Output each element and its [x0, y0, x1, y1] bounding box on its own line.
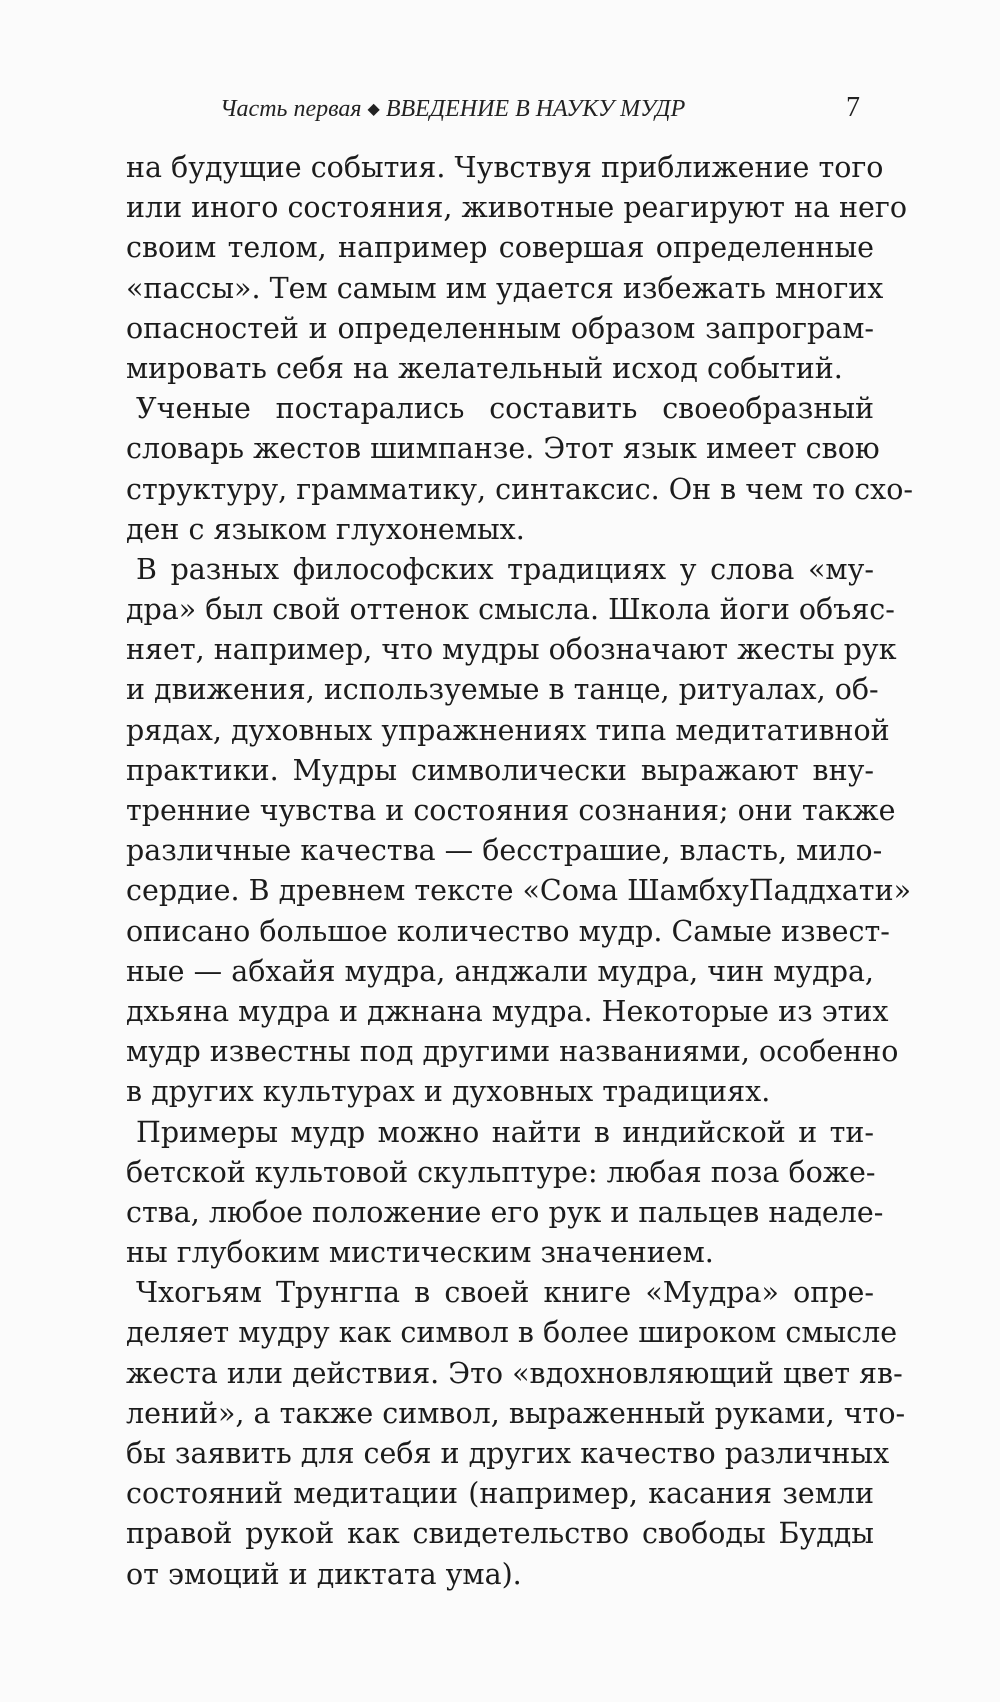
- text-line: на будущие события. Чувствуя приближение того: [126, 151, 884, 184]
- text-line: ден с языком глухонемых.: [126, 512, 525, 546]
- header-separator-icon: ◆: [367, 101, 380, 118]
- text-line: лений», а также символ, выраженный руками, что-: [126, 1396, 906, 1430]
- text-line: ства, любое положение его рук и пальцев наделе-: [126, 1195, 884, 1229]
- text-line: состояний медитации (например, касания земли: [126, 1477, 874, 1511]
- text-line: своим телом, например совершая определенные: [126, 231, 874, 265]
- text-line: или иного состояния, животные реагируют на него: [126, 191, 907, 225]
- text-line: тренние чувства и состояния сознания; они также: [126, 794, 896, 827]
- text-line: правой рукой как свидетельство свободы Будды: [126, 1517, 874, 1551]
- text-line: няет, например, что мудры обозначают жесты рук: [126, 633, 897, 667]
- text-line: дра» был свой оттенок смысла. Школа йоги объяс-: [126, 593, 895, 627]
- text-line: дхьяна мудра и джнана мудра. Некоторые из этих: [126, 994, 889, 1028]
- text-line: от эмоций и диктата ума).: [126, 1557, 522, 1591]
- text-line: Чхогьям Трунгпа в своей книге «Мудра» опре-: [136, 1276, 874, 1310]
- text-line: в других культурах и духовных традициях.: [126, 1075, 771, 1109]
- text-line: ные — абхайя мудра, анджали мудра, чин мудра,: [126, 954, 874, 988]
- text-line: «пассы». Тем самым им удается избежать многих: [126, 271, 884, 305]
- text-line: бетской культовой скульптуре: любая поза боже-: [126, 1155, 876, 1189]
- text-line: описано большое количество мудр. Самые извест-: [126, 914, 890, 948]
- text-line: различные качества — бесстрашие, власть, мило-: [126, 834, 883, 868]
- text-line: опасностей и определенным образом запрограм-: [126, 311, 874, 345]
- text-line: и движения, используемые в танце, ритуалах, об-: [126, 673, 879, 707]
- body-text: [126, 148, 914, 1595]
- text-line: мировать себя на желательный исход событий.: [126, 351, 843, 385]
- text-line: Примеры мудр можно найти в индийской и ти-: [136, 1115, 874, 1149]
- text-line: словарь жестов шимпанзе. Этот язык имеет свою: [126, 432, 880, 466]
- text-line: рядах, духовных упражнениях типа медитативной: [126, 713, 890, 747]
- text-line: структуру, грамматику, синтаксис. Он в чем то схо-: [126, 472, 914, 506]
- text-line: жеста или действия. Это «вдохновляющий цвет яв-: [126, 1356, 903, 1390]
- text-line: сердие. В древнем тексте «Сома ШамбхуПаддхати»: [126, 874, 912, 908]
- header-title: ВВЕДЕНИЕ В НАУКУ МУДР: [385, 96, 686, 122]
- header-part: Часть первая: [220, 96, 362, 122]
- text-line: деляет мудру как символ в более широком смысле: [126, 1316, 898, 1350]
- text-line: бы заявить для себя и других качество различных: [126, 1437, 890, 1470]
- text-line: В разных философских традициях у слова «му-: [136, 552, 874, 586]
- running-header: [220, 96, 860, 126]
- page-number: 7: [846, 92, 860, 123]
- text-line: мудр известны под другими названиями, особенно: [126, 1035, 899, 1069]
- text-line: практики. Мудры символически выражают вну-: [126, 753, 874, 787]
- text-line: ны глубоким мистическим значением.: [126, 1236, 714, 1270]
- text-line: Ученые постарались составить своеобразный: [136, 392, 874, 426]
